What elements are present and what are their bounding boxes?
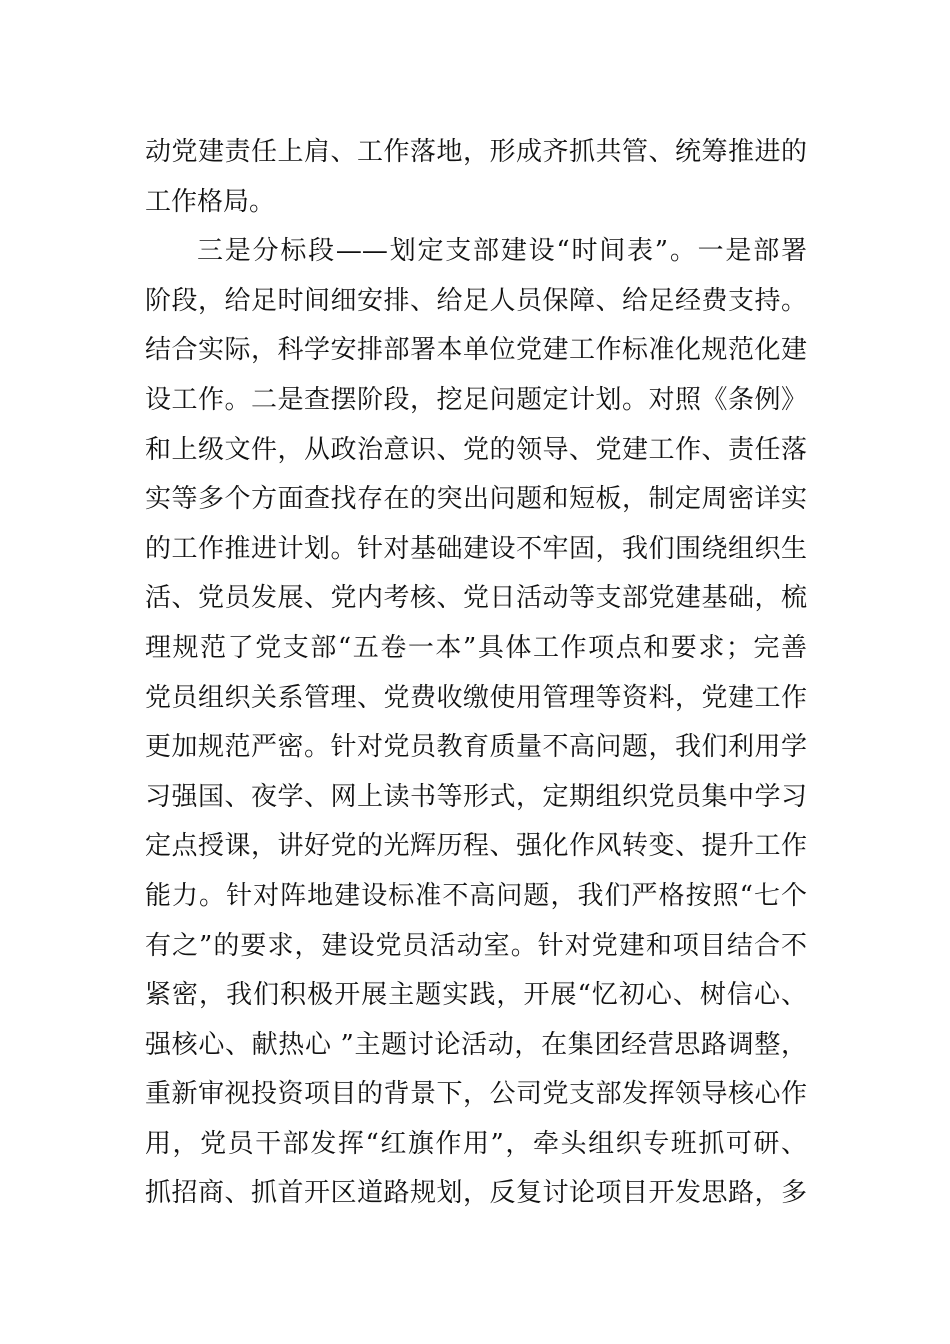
text-line: 实等多个方面查找存在的突出问题和短板，制定周密详实 <box>145 484 807 515</box>
paragraph-start-line: 三是分标段——划定支部建设“时间表”。一是部署 <box>197 236 807 267</box>
text-line: 的工作推进计划。针对基础建设不牢固，我们围绕组织生 <box>145 533 807 564</box>
text-line: 抓招商、抓首开区道路规划，反复讨论项目开发思路，多 <box>145 1178 807 1209</box>
text-line: 有之”的要求，建设党员活动室。针对党建和项目结合不 <box>145 930 807 961</box>
text-line: 工作格局。 <box>145 186 276 217</box>
text-line: 设工作。二是查摆阶段，挖足问题定计划。对照《条例》 <box>145 384 807 415</box>
text-line: 活、党员发展、党内考核、党日活动等支部党建基础，梳 <box>145 583 807 614</box>
text-line: 结合实际，科学安排部署本单位党建工作标准化规范化建 <box>145 335 807 366</box>
text-line: 党员组织关系管理、党费收缴使用管理等资料，党建工作 <box>145 682 807 713</box>
text-line: 能力。针对阵地建设标准不高问题，我们严格按照“七个 <box>145 880 807 911</box>
text-line: 重新审视投资项目的背景下，公司党支部发挥领导核心作 <box>145 1079 807 1110</box>
document-body <box>145 128 807 1219</box>
text-line: 阶段，给足时间细安排、给足人员保障、给足经费支持。 <box>145 285 807 316</box>
text-line: 理规范了党支部“五卷一本”具体工作项点和要求；完善 <box>145 632 807 663</box>
text-line: 动党建责任上肩、工作落地，形成齐抓共管、统筹推进的 <box>145 137 807 167</box>
text-line: 和上级文件，从政治意识、党的领导、党建工作、责任落 <box>145 434 807 465</box>
text-line: 紧密，我们积极开展主题实践，开展“忆初心、树信心、 <box>145 980 807 1011</box>
text-line: 定点授课，讲好党的光辉历程、强化作风转变、提升工作 <box>145 831 807 862</box>
text-line: 习强国、夜学、网上读书等形式，定期组织党员集中学习 <box>145 781 807 812</box>
text-line: 用，党员干部发挥“红旗作用”，牵头组织专班抓可研、 <box>145 1128 807 1159</box>
text-line: 强核心、献热心 ”主题讨论活动，在集团经营思路调整， <box>145 1029 807 1060</box>
text-line: 更加规范严密。针对党员教育质量不高问题，我们利用学 <box>145 732 807 763</box>
